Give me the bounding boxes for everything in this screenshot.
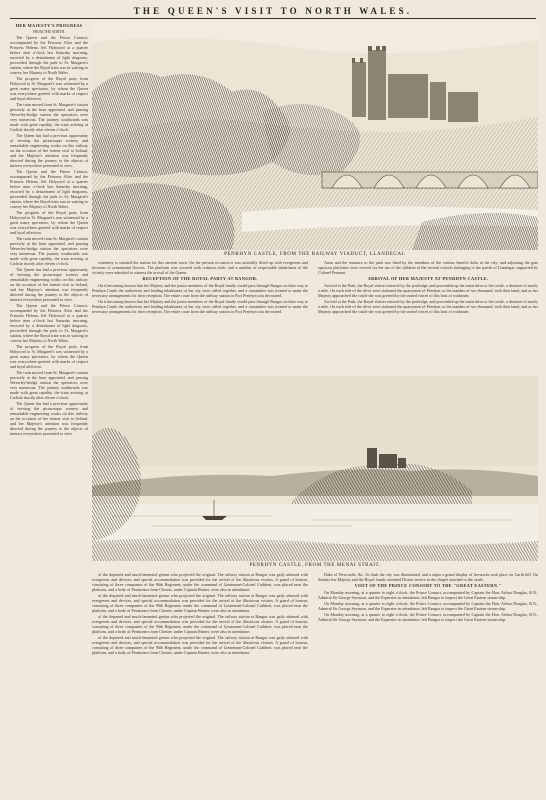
- middle-heading-1: RECEPTION OF THE ROYAL PARTY AT BANGOR.: [142, 276, 258, 281]
- bottom-paragraph: of the departed and much-lamented genius who projected the original. The railway station at Bangor was gaily adorned with evergreens and devices, and special accommodation was provided for the arrival of the illustrious visitors. A guard of honour, consisting of three companies of the 96th Regiment, under the command of Lieutenant-Colonel Cuthbert, was placed near the platform, and a body of Pensioners from Chester, under Captain Hunter, were also in attendance.: [92, 593, 308, 613]
- left-paragraph: The Queen has had a previous opportunity of viewing the picturesque scenery and remarkable engineering works on this railway on the occasion of her former visit to Ireland, and her Majesty's attention was frequently directed during the journey to the objects of interest everywhere presented to view.: [10, 133, 88, 168]
- bottom-paragraph: On Monday morning, at a quarter to eight o'clock, the Prince Consort, accompanied by Captain the Hon. Arthur Douglas, R.N., Admiral Sir George Seymour, and the Equerries in attendance, left Bangor to inspect the Great Eastern steam-ship.: [318, 612, 538, 622]
- bottom-paragraph: of the departed and much-lamented genius who projected the original. The railway station at Bangor was gaily adorned with evergreens and devices, and special accommodation was provided for the arrival of the illustrious visitors. A guard of honour, consisting of three companies of the 96th Regiment, under the command of Lieutenant-Colonel Cuthbert, was placed near the platform, and a body of Pensioners from Chester, under Captain Hunter, were also in attendance.: [92, 635, 308, 655]
- castle-strait-illustration: [92, 376, 538, 561]
- middle-paragraph: Arrived at the Park, the Royal visitors entered by the portlodge, and proceeded up the main drive to the castle, a distance of nearly a mile. On each side of the drive were stationed the quarrymen of Penrhyn, to the number of two thousand, with their band, and as her Majesty approached the castle she was greeted by the united voices of this host of workmen.: [318, 299, 538, 314]
- middle-paragraph: On it becoming known that her Majesty and the junior members of the Royal family would pass through Bangor on their way to Penrhyn Castle the authorities and leading inhabitants of the city were called together, and a committee was formed to make the necessary arrangements for their reception. The entire route from the railway station to Port Penrhyn was decorated.: [92, 299, 308, 314]
- bottom-heading-2: VISIT OF THE PRINCE CONSORT TO THE "GREAT EASTERN.": [354, 583, 502, 588]
- masthead-title: THE QUEEN'S VISIT TO NORTH WALES.: [133, 6, 413, 16]
- left-paragraph: The progress of the Royal party from Holyrood to St. Margaret's was witnessed by a great many spectators, by whom the Queen was everywhere greeted with marks of respect and loyal affection.: [10, 344, 88, 369]
- castle-viaduct-illustration: [92, 22, 538, 250]
- bottom-paragraph: On Monday morning, at a quarter to eight o'clock, the Prince Consort, accompanied by Captain the Hon. Arthur Douglas, R.N., Admiral Sir George Seymour, and the Equerries in attendance, left Bangor to inspect the Great Eastern steam-ship.: [318, 601, 538, 611]
- left-paragraph: The Queen has had a previous opportunity of viewing the picturesque scenery and remarkable engineering works on this railway on the occasion of her former visit to Ireland, and her Majesty's attention was frequently directed during the journey to the objects of interest everywhere presented to view.: [10, 401, 88, 436]
- bottom-paragraph: Dake of Newcastle, &c. At dusk the city was illuminated, and a night a grand display of fireworks took place on Garth hill. On Sunday her Majesty and the Royal family attended Divine service in the chapel attached to the castle.: [318, 572, 538, 582]
- middle-paragraph: Arms and the entrance to the park was lined by the members of the various benefit clubs in the city; and adjoining the gate spacious platforms were erected for the use of the children of the several schools belonging to the parish of Llandegai, supported by Colonel Pennant.: [318, 260, 538, 275]
- top-engraving-caption: PENRHYN CASTLE, FROM THE RAILWAY VIADUCT, LLANDEGAI.: [224, 252, 406, 257]
- left-paragraph: The progress of the Royal party from Holyrood to St. Margaret's was witnessed by a great many spectators, by whom the Queen was everywhere greeted with marks of respect and loyal affection.: [10, 210, 88, 235]
- middle-column-1: [92, 260, 308, 372]
- middle-column-2: [318, 260, 538, 372]
- bottom-column-2: [318, 572, 538, 792]
- middle-paragraph: extremity is situated the station for this ancient town. On the present occasion it was tastefully fitted up with evergreens and festoons of ornamental flowers. The platform was covered with crimson cloth, and a number of respectable inhabitants of the vicinity were admitted to witness the arrival of the Queen.: [92, 260, 308, 275]
- middle-paragraph: Arrived at the Park, the Royal visitors entered by the portlodge, and proceeded up the main drive to the castle, a distance of nearly a mile. On each side of the drive were stationed the quarrymen of Penrhyn, to the number of two thousand, with their band, and as her Majesty approached the castle she was greeted by the united voices of this host of workmen.: [318, 283, 538, 298]
- top-engraving: [92, 22, 538, 250]
- middle-heading-2: ARRIVAL OF HER MAJESTY AT PENRHYN CASTLE.: [367, 276, 489, 281]
- masthead: [10, 4, 536, 19]
- bottom-engraving-caption: PENRHYN CASTLE, FROM THE MENAI STRAIT.: [249, 563, 381, 568]
- left-paragraph: The Queen and the Prince Consort, accompanied by the Princess Alice and the Princess Helena, left Holyrood at a quarter before nine o'clock last Saturday morning, escorted by a detachment of light dragoons, proceeded through the park to St. Margaret's station, where the Royal train was in waiting to convey her Majesty to North Wales.: [10, 303, 88, 343]
- left-paragraph: The progress of the Royal party from Holyrood to St. Margaret's was witnessed by a great many spectators, by whom the Queen was everywhere greeted with marks of respect and loyal affection.: [10, 76, 88, 101]
- left-paragraph: The Queen has had a previous opportunity of viewing the picturesque scenery and remarkable engineering works on this railway on the occasion of her former visit to Ireland, and her Majesty's attention was frequently directed during the journey to the objects of interest everywhere presented to view.: [10, 267, 88, 302]
- bottom-paragraph: of the departed and much-lamented genius who projected the original. The railway station at Bangor was gaily adorned with evergreens and devices, and special accommodation was provided for the arrival of the illustrious visitors. A guard of honour, consisting of three companies of the 96th Regiment, under the command of Lieutenant-Colonel Cuthbert, was placed near the platform, and a body of Pensioners from Chester, under Captain Hunter, were also in attendance.: [92, 614, 308, 634]
- left-paragraph: The Queen and the Prince Consort, accompanied by the Princess Alice and the Princess Helena, left Holyrood at a quarter before nine o'clock last Saturday morning, escorted by a detachment of light dragoons, proceeded through the park to St. Margaret's station, where the Royal train was in waiting to convey her Majesty to North Wales.: [10, 169, 88, 209]
- left-paragraph: The Queen and the Prince Consort, accompanied by the Princess Alice and the Princess Helena, left Holyrood at a quarter before nine o'clock last Saturday morning, escorted by a detachment of light dragoons, proceeded through the park to St. Margaret's station, where the Royal train was in waiting to convey her Majesty to North Wales.: [10, 35, 88, 75]
- left-paragraph: The train moved from St. Margaret's station precisely at the hour appointed, and passing Waverley-bridge station the spectators were very numerous. The journey southwards was made with great rapidity, the train arriving at Carlisle shortly after eleven o'clock.: [10, 236, 88, 266]
- left-paragraph: The train moved from St. Margaret's station precisely at the hour appointed, and passing Waverley-bridge station the spectators were very numerous. The journey southwards was made with great rapidity, the train arriving at Carlisle shortly after eleven o'clock.: [10, 370, 88, 400]
- bottom-paragraph: On Monday morning, at a quarter to eight o'clock, the Prince Consort, accompanied by Captain the Hon. Arthur Douglas, R.N., Admiral Sir George Seymour, and the Equerries in attendance, left Bangor to inspect the Great Eastern steam-ship.: [318, 590, 538, 600]
- left-subheading: FROM THE NORTH.: [33, 30, 65, 34]
- bottom-engraving: [92, 376, 538, 561]
- bottom-column-1: [92, 572, 308, 792]
- bottom-paragraph: of the departed and much-lamented genius who projected the original. The railway station at Bangor was gaily adorned with evergreens and devices, and special accommodation was provided for the arrival of the illustrious visitors. A guard of honour, consisting of three companies of the 96th Regiment, under the command of Lieutenant-Colonel Cuthbert, was placed near the platform, and a body of Pensioners from Chester, under Captain Hunter, were also in attendance.: [92, 572, 308, 592]
- left-heading: HER MAJESTY'S PROGRESS: [15, 23, 83, 28]
- middle-paragraph: On it becoming known that her Majesty and the junior members of the Royal family would pass through Bangor on their way to Penrhyn Castle the authorities and leading inhabitants of the city were called together, and a committee was formed to make the necessary arrangements for their reception. The entire route from the railway station to Port Penrhyn was decorated.: [92, 283, 308, 298]
- left-column: [10, 22, 88, 792]
- left-paragraph: The train moved from St. Margaret's station precisely at the hour appointed, and passing Waverley-bridge station the spectators were very numerous. The journey southwards was made with great rapidity, the train arriving at Carlisle shortly after eleven o'clock.: [10, 102, 88, 132]
